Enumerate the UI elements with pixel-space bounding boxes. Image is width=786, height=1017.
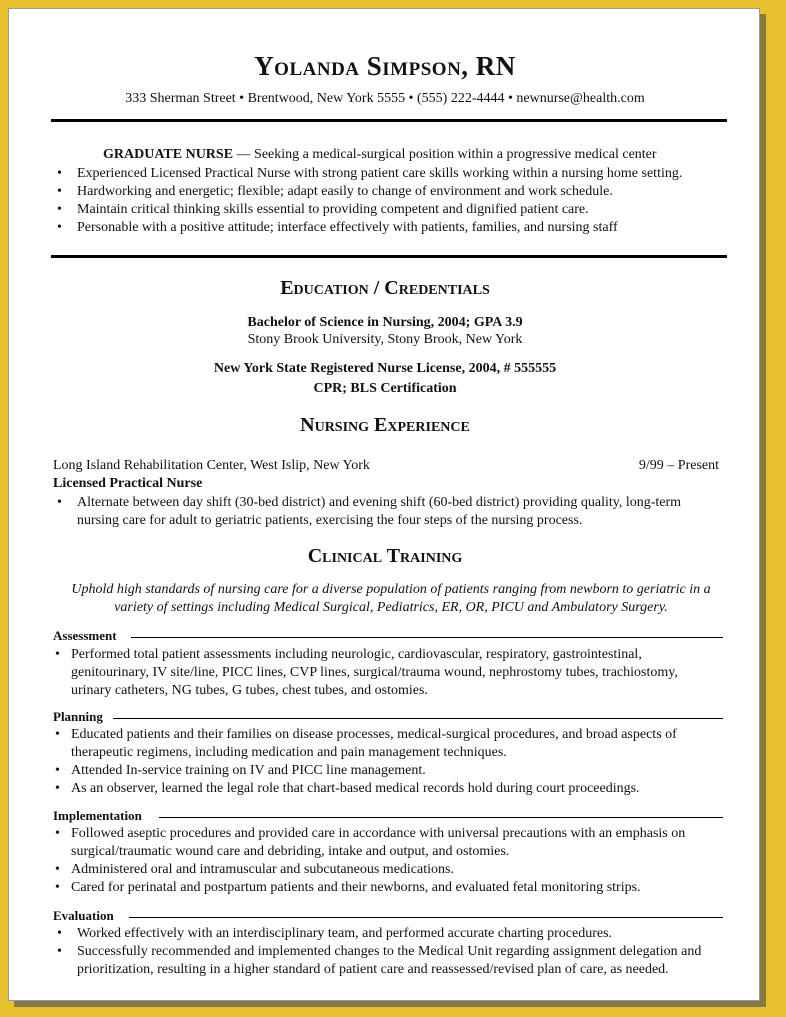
- list-item: • Alternate between day shift (30-bed district) and evening shift (60-bed district) providing quality, long-term nursing care for adult to geriatric patients, exercising the four steps of the nursing process.: [53, 494, 713, 530]
- assessment-label: Assessment: [53, 628, 117, 643]
- planning-rule: [113, 718, 723, 719]
- list-item: • Maintain critical thinking skills essential to providing competent and dignified patient care.: [53, 201, 729, 219]
- evaluation-rule: [129, 917, 723, 918]
- list-item: • Performed total patient assessments including neurologic, cardiovascular, respiratory, gastrointestinal, genitourinary, IV site/line, PICC lines, CVP lines, surgical/trauma wound, nephrostomy tubes, trachiostomy, urinary catheters, NG tubes, G tubes, chest tubes, and ostomies.: [53, 646, 713, 700]
- degree: Bachelor of Science in Nursing, 2004; GPA 3.9: [247, 315, 523, 330]
- list-item: • Cared for perinatal and postpartum patients and their newborns, and evaluated fetal monitoring strips.: [53, 879, 713, 897]
- list-item: • Hardworking and energetic; flexible; adapt easily to change of environment and work schedule.: [53, 183, 729, 201]
- resume-page: [8, 8, 760, 1001]
- objective-title: GRADUATE NURSE: [103, 147, 234, 162]
- list-item: • Successfully recommended and implemented changes to the Medical Unit regarding assignment delegation and prioritization, resulting in a higher standard of patient care and reassessed/revised plan of care, as needed.: [53, 943, 729, 979]
- list-item: • Worked effectively with an interdisciplinary team, and performed accurate charting procedures.: [53, 925, 729, 943]
- list-item: • Administered oral and intramuscular and subcutaneous medications.: [53, 861, 713, 879]
- planning-label: Planning: [53, 709, 103, 724]
- planning-bullets: [53, 726, 713, 798]
- implementation-label: Implementation: [53, 808, 142, 823]
- list-item: • Personable with a positive attitude; interface effectively with patients, families, and nursing staff: [53, 219, 729, 237]
- license: New York State Registered Nurse License, 2004, # 555555: [213, 361, 557, 376]
- employer: Long Island Rehabilitation Center, West Islip, New York: [53, 458, 370, 473]
- objective-line: [103, 147, 723, 163]
- implementation-rule: [159, 817, 723, 818]
- objective-bullets: [53, 165, 729, 237]
- experience-bullets: [53, 494, 713, 530]
- assessment-rule: [131, 637, 723, 638]
- evaluation-bullets: [53, 925, 729, 979]
- clinical-heading: Clinical Training: [307, 545, 463, 567]
- implementation-bullets: [53, 825, 713, 897]
- list-item: • Followed aseptic procedures and provided care in accordance with universal precautions with an emphasis on surgical/traumatic wound care and debriding, intake and output, and ostomies.: [53, 825, 713, 861]
- education-heading: Education / Credentials: [280, 277, 490, 299]
- middle-divider: [51, 255, 727, 258]
- list-item: • Educated patients and their families on disease processes, medical-surgical procedures, and broad aspects of therapeutic regimens, including medication and pain management techniques.: [53, 726, 713, 762]
- employment-dates: 9/99 – Present: [638, 458, 719, 473]
- job-title: Licensed Practical Nurse: [53, 476, 203, 491]
- list-item: • As an observer, learned the legal role that chart-based medical records hold during court proceedings.: [53, 780, 713, 798]
- objective-text: — Seeking a medical-surgical position within a progressive medical center: [233, 147, 657, 162]
- list-item: • Experienced Licensed Practical Nurse with strong patient care skills working within a nursing home setting.: [53, 165, 729, 183]
- clinical-summary: Uphold high standards of nursing care for a diverse population of patients ranging from newborn to geriatric in a variety of settings including Medical Surgical, Pediatrics, ER, OR, PICU and Ambulatory Surgery.: [71, 582, 711, 615]
- contact-line: 333 Sherman Street • Brentwood, New York 5555 • (555) 222-4444 • newnurse@health.com: [125, 91, 645, 106]
- school: Stony Brook University, Stony Brook, New York: [247, 332, 523, 347]
- experience-heading: Nursing Experience: [300, 414, 470, 436]
- top-divider: [51, 119, 727, 122]
- certification: CPR; BLS Certification: [313, 381, 457, 396]
- evaluation-label: Evaluation: [53, 908, 114, 923]
- list-item: • Attended In-service training on IV and PICC line management.: [53, 762, 713, 780]
- candidate-name: Yolanda Simpson, RN: [254, 51, 516, 81]
- assessment-bullets: [53, 646, 713, 700]
